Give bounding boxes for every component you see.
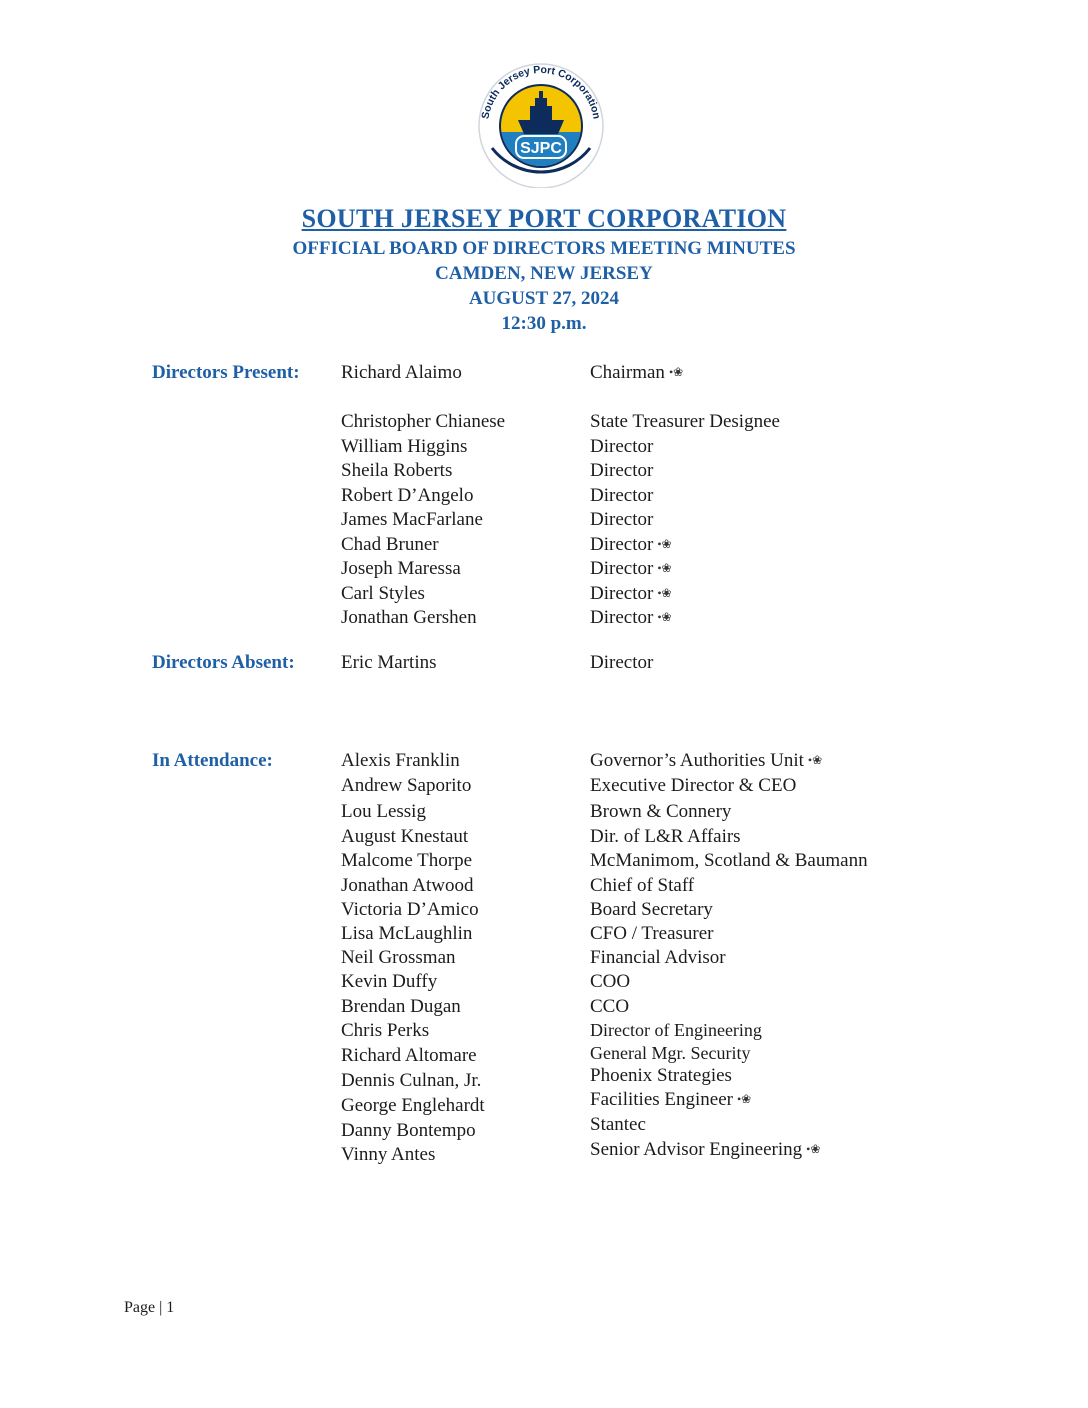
meeting-date: AUGUST 27, 2024 bbox=[468, 288, 620, 309]
document-title: SOUTH JERSEY PORT CORPORATION bbox=[301, 204, 787, 233]
attendee-name: Lou Lessig bbox=[341, 801, 426, 822]
present-name: Carl Styles bbox=[341, 583, 425, 604]
present-role: Director •❀ bbox=[590, 583, 672, 604]
attendee-role: Governor’s Authorities Unit •❀ bbox=[590, 750, 823, 771]
initials-mark: •❀ bbox=[657, 586, 672, 600]
present-name: James MacFarlane bbox=[341, 509, 483, 530]
present-name: Joseph Maressa bbox=[341, 558, 461, 579]
initials-mark: •❀ bbox=[668, 365, 684, 379]
directors-absent-label: Directors Absent: bbox=[152, 652, 295, 673]
attendee-role: Phoenix Strategies bbox=[590, 1065, 732, 1086]
attendee-role: Dir. of L&R Affairs bbox=[590, 826, 741, 847]
present-role: Director •❀ bbox=[590, 534, 672, 555]
meeting-location: CAMDEN, NEW JERSEY bbox=[435, 263, 653, 284]
attendee-name: Richard Altomare bbox=[341, 1045, 477, 1066]
attendee-role: Director of Engineering bbox=[590, 1020, 762, 1040]
svg-text:South Jersey Port Corporation: South Jersey Port Corporation bbox=[479, 63, 603, 120]
present-role: Director bbox=[590, 436, 654, 457]
initials-mark: •❀ bbox=[657, 537, 672, 551]
attendance-label: In Attendance: bbox=[152, 750, 273, 771]
present-name: Sheila Roberts bbox=[341, 460, 453, 481]
present-role: State Treasurer Designee bbox=[590, 411, 780, 432]
attendee-name: Andrew Saporito bbox=[341, 775, 472, 796]
attendee-role: McManimom, Scotland & Baumann bbox=[590, 850, 868, 871]
present-role: Chairman •❀ bbox=[590, 362, 684, 383]
attendee-role: CFO / Treasurer bbox=[590, 923, 714, 944]
absent-name: Eric Martins bbox=[341, 652, 437, 673]
attendee-role: Executive Director & CEO bbox=[590, 775, 797, 796]
absent-role: Director bbox=[590, 652, 654, 673]
page-number: Page | 1 bbox=[124, 1299, 175, 1316]
attendee-role: General Mgr. Security bbox=[590, 1043, 751, 1063]
attendee-name: August Knestaut bbox=[341, 826, 469, 847]
document-subtitle: OFFICIAL BOARD OF DIRECTORS MEETING MINUTES bbox=[292, 238, 796, 259]
sjpc-logo bbox=[466, 48, 616, 188]
initials-mark: •❀ bbox=[806, 1142, 821, 1156]
attendee-role: Stantec bbox=[590, 1114, 646, 1135]
attendee-name: Neil Grossman bbox=[341, 947, 456, 968]
initials-mark: •❀ bbox=[807, 753, 823, 767]
initials-mark: •❀ bbox=[657, 561, 672, 575]
initials-mark: •❀ bbox=[736, 1092, 752, 1106]
present-name: William Higgins bbox=[341, 436, 468, 457]
directors-present-label: Directors Present: bbox=[152, 362, 300, 383]
attendee-name: Danny Bontempo bbox=[341, 1120, 476, 1141]
attendee-name: Jonathan Atwood bbox=[341, 875, 474, 896]
attendee-role: Senior Advisor Engineering •❀ bbox=[590, 1139, 821, 1160]
attendee-role: Board Secretary bbox=[590, 899, 713, 920]
attendee-role: CCO bbox=[590, 996, 630, 1017]
attendee-name: Kevin Duffy bbox=[341, 971, 438, 992]
attendee-role: Chief of Staff bbox=[590, 875, 695, 896]
svg-text:SJPC: SJPC bbox=[520, 140, 562, 157]
present-role: Director bbox=[590, 509, 654, 530]
present-role: Director bbox=[590, 485, 654, 506]
present-name: Christopher Chianese bbox=[341, 411, 506, 432]
attendee-name: Alexis Franklin bbox=[341, 750, 460, 771]
meeting-time: 12:30 p.m. bbox=[501, 313, 587, 334]
present-name: Richard Alaimo bbox=[341, 362, 462, 383]
attendee-name: Brendan Dugan bbox=[341, 996, 461, 1017]
attendee-name: Chris Perks bbox=[341, 1020, 430, 1041]
attendee-name: Vinny Antes bbox=[341, 1144, 436, 1165]
present-role: Director •❀ bbox=[590, 558, 672, 579]
present-name: Jonathan Gershen bbox=[341, 607, 477, 628]
present-name: Chad Bruner bbox=[341, 534, 439, 555]
attendee-role: Financial Advisor bbox=[590, 947, 726, 968]
attendee-name: Dennis Culnan, Jr. bbox=[341, 1070, 482, 1091]
attendee-name: Malcome Thorpe bbox=[341, 850, 473, 871]
attendee-name: George Englehardt bbox=[341, 1095, 485, 1116]
attendee-role: Facilities Engineer •❀ bbox=[590, 1089, 752, 1110]
attendee-role: Brown & Connery bbox=[590, 801, 732, 822]
present-role: Director •❀ bbox=[590, 607, 672, 628]
present-role: Director bbox=[590, 460, 654, 481]
attendee-name: Victoria D’Amico bbox=[341, 899, 479, 920]
initials-mark: •❀ bbox=[657, 610, 672, 624]
attendee-name: Lisa McLaughlin bbox=[341, 923, 473, 944]
attendee-role: COO bbox=[590, 971, 631, 992]
present-name: Robert D’Angelo bbox=[341, 485, 474, 506]
